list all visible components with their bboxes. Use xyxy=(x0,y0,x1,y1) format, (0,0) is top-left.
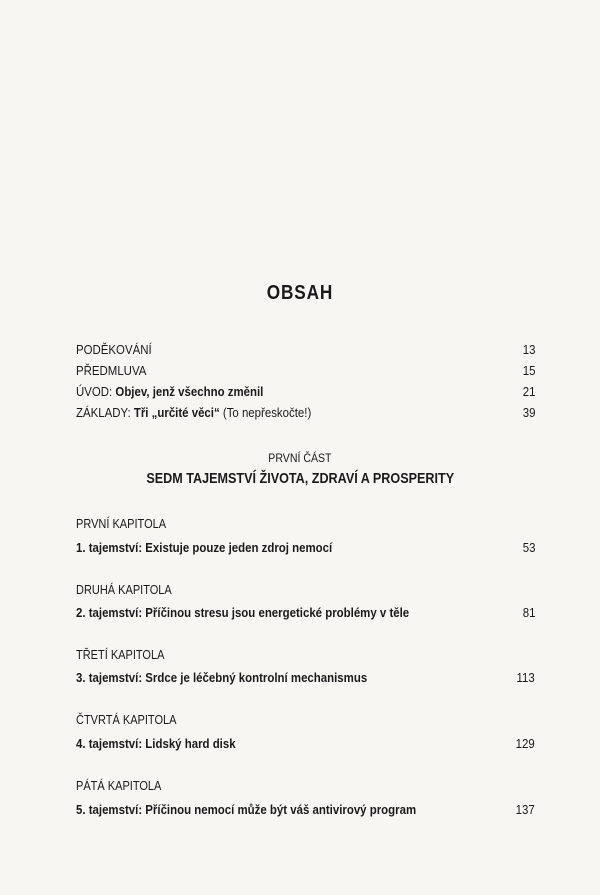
chapter-heading: DRUHÁ KAPITOLA xyxy=(76,583,172,597)
toc-entry-acknowledgements: PODĚKOVÁNÍ xyxy=(76,342,152,357)
chapter-title: 5. tajemství: Příčinou nemocí může být váš antivirový program xyxy=(76,802,417,817)
chapter-heading: PÁTÁ KAPITOLA xyxy=(76,779,162,793)
page-number: 113 xyxy=(516,670,535,685)
toc-entry-foundations: ZÁKLADY: Tři „určité věci“ (To nepřeskočte!) xyxy=(76,405,312,420)
toc-title: OBSAH xyxy=(266,282,334,304)
page-number: 39 xyxy=(522,405,535,420)
chapter-title: 3. tajemství: Srdce je léčebný kontrolní mechanismus xyxy=(76,670,368,685)
chapter-title: 4. tajemství: Lidský hard disk xyxy=(76,736,236,751)
chapter-title: 1. tajemství: Existuje pouze jeden zdroj nemocí xyxy=(76,540,333,555)
chapter-heading: PRVNÍ KAPITOLA xyxy=(76,517,167,531)
page-number: 13 xyxy=(522,342,535,357)
page-number: 15 xyxy=(522,363,535,378)
page-number: 137 xyxy=(515,802,535,817)
part-title: SEDM TAJEMSTVÍ ŽIVOTA, ZDRAVÍ A PROSPERITY xyxy=(146,470,454,487)
page-number: 53 xyxy=(522,540,535,555)
chapter-heading: TŘETÍ KAPITOLA xyxy=(76,648,165,662)
chapter-title: 2. tajemství: Příčinou stresu jsou energetické problémy v těle xyxy=(76,605,410,620)
toc-entry-foreword: PŘEDMLUVA xyxy=(76,363,147,378)
page-number: 21 xyxy=(522,384,535,399)
page-number: 81 xyxy=(522,605,535,620)
page-number: 129 xyxy=(515,736,535,751)
part-label: PRVNÍ ČÁST xyxy=(268,451,332,465)
chapter-heading: ČTVRTÁ KAPITOLA xyxy=(76,713,177,727)
toc-entry-introduction: ÚVOD: Objev, jenž všechno změnil xyxy=(76,384,264,399)
